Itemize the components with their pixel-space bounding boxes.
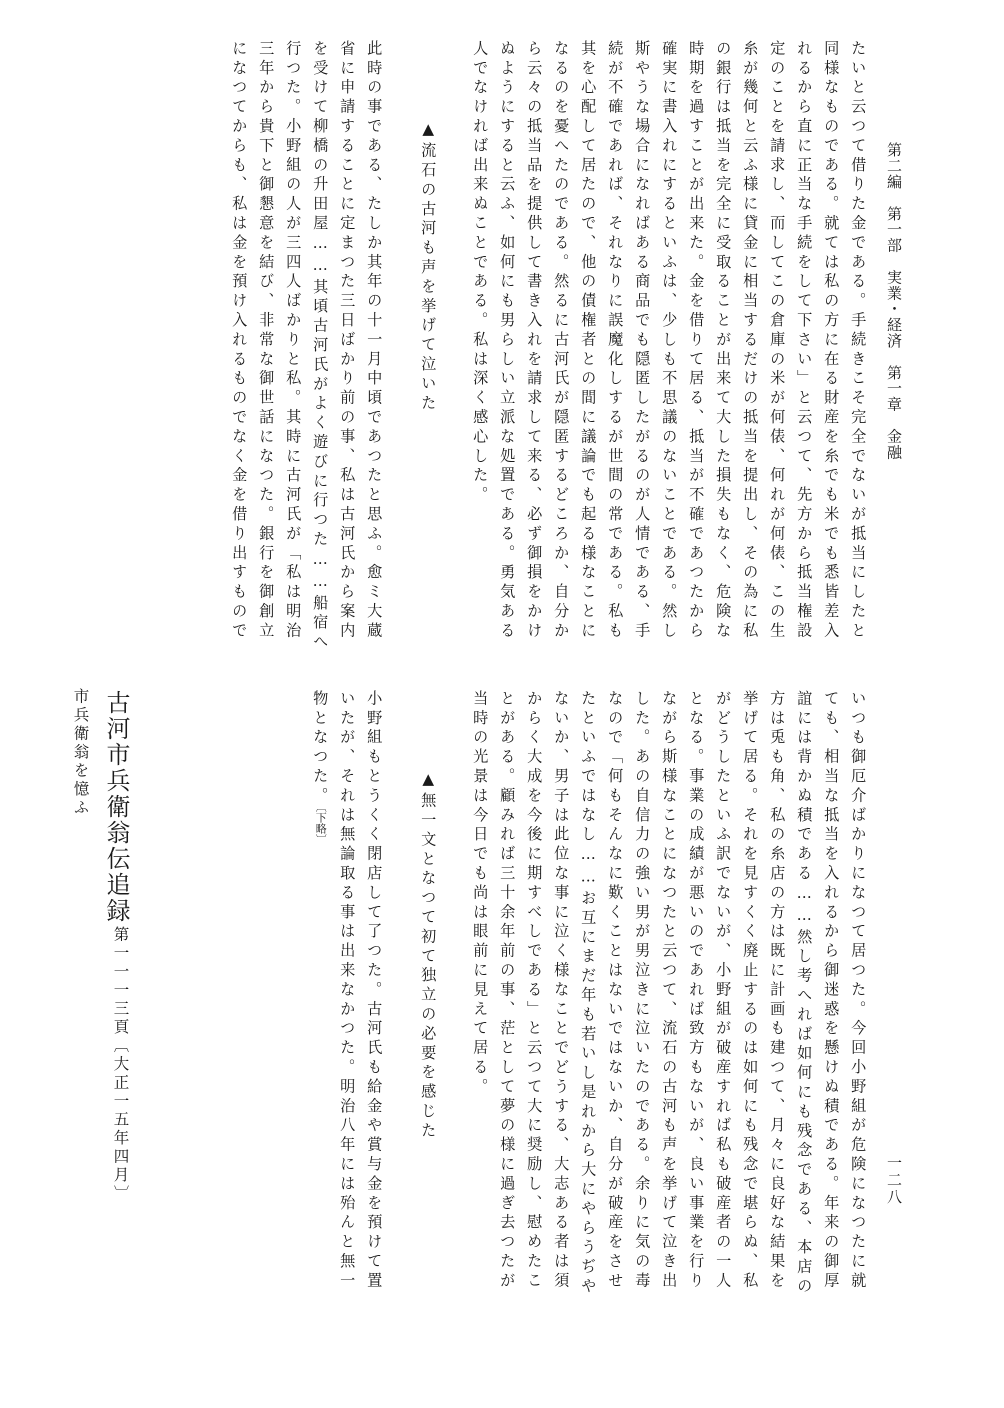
text-line: 時期を過すことが出来た。金を借りて居る、抵当が不確であつたから — [687, 40, 706, 642]
text-line: 小野組もとうくく閉店して了つた。古河氏も給金や賞与金を預けて置 — [365, 690, 384, 1292]
text-line: いつも御厄介ばかりになつて居つた。今回小野組が危険になつたに就 — [849, 690, 868, 1292]
text-line: を受けて柳橋の升田屋……其頃古河氏がよく遊びに行つた……船宿へ — [311, 40, 330, 653]
text-line: 此時の事である、たしか其年の十一月中頃であつたと思ふ。愈ミ大蔵 — [365, 40, 384, 642]
text-line: 挙げて居る。それを見すくく廃止するのは如何にも残念で堪らぬ、私 — [741, 690, 760, 1292]
text-line: たといふではなし……お互にまだ年も若いし是れから大にやらうぢや — [579, 690, 598, 1297]
text-line: れるから直に正当な手続をして下さい」と云つて、先方から抵当権設 — [795, 40, 814, 642]
text-line: ながら斯様なことになつたと云つて、流石の古河も声を挙げて泣き出 — [660, 690, 679, 1292]
source-title: 古河市兵衛翁伝追録 — [102, 690, 130, 924]
text-line: たいと云つて借りた金である。手続きこそ完全でないが抵当にしたと — [849, 40, 868, 642]
text-line: とがある。顧みれば三十余年前の事、茫として夢の様に過ぎ去つたが — [498, 690, 517, 1292]
text-line: した。あの自信力の強い男が男泣きに泣いたのである。余りに気の毒 — [633, 690, 652, 1292]
text-line: 斯やうな場合になればある商品でも隠匿したがるのが人情である、手 — [633, 40, 652, 642]
omission-note: 〔下略〕 — [314, 806, 328, 845]
text-line: ないか、男子は此位な事に泣く様なことでどうする、大志ある者は須 — [552, 690, 571, 1292]
text-line: 定のことを請求し、而してこの倉庫の米が何俵、何れが何俵、この生 — [768, 40, 787, 642]
text-line: 誼には背かぬ積である……然し考へれば如何にも残念である、本店の — [795, 690, 814, 1297]
page-number: 一二八 — [885, 1155, 903, 1206]
text-line: 物となつた。 — [311, 690, 330, 807]
text-line: 同様なものである。就ては私の方に在る財産を糸でも米でも悉皆差入 — [822, 40, 841, 642]
text-line: 人でなければ出来ぬことである。私は深く感心した。 — [471, 40, 490, 506]
text-line: 其を心配して居たので、他の債権者との間に議論でも起る様なことに — [579, 40, 598, 642]
text-line: になつてからも、私は金を預け入れるものでなく金を借り出すもので — [230, 40, 249, 642]
text-line: ても、相当な抵当を入れるから御迷惑を懸けぬ積である。年来の御厚 — [822, 690, 841, 1292]
section-heading: ▲無一文となつて初て独立の必要を感じた — [419, 770, 438, 1142]
source-pages: 第一一一三頁〔大正一五年四月〕 — [111, 926, 130, 1204]
text-line: がどうしたといふ訳でないが、小野組が破産すれば私も破産者の一人 — [714, 690, 733, 1292]
text-line: ぬようにすると云ふ、如何にも男らしい立派な処置である。勇気ある — [498, 40, 517, 642]
running-header: 第二編 第一部 実業・経済 第一章 金融 — [885, 142, 903, 460]
text-line: 当時の光景は今日でも尚は眼前に見えて居る。 — [471, 690, 490, 1098]
text-line: 行つた。小野組の人が三四人ばかりと私。其時に古河氏が「私は明治 — [284, 40, 303, 642]
text-line: 確実に書入れにするといふは、少しも不思議のないことである。然し — [660, 40, 679, 642]
text-line-with-note — [312, 690, 328, 845]
text-line: 続が不確であれば、それなりに誤魔化しするが世間の常である。私も — [606, 40, 625, 642]
section-heading: ▲流石の古河も声を挙げて泣いた — [419, 120, 438, 414]
text-line: 方は兎も角、私の糸店の方は既に計画も建つて、月々に良好な結果を — [768, 690, 787, 1292]
text-line: 三年から貴下と御懇意を結び、非常な御世話になつた。銀行を御創立 — [257, 40, 276, 642]
text-line: 省に申請することに定まつた三日ばかり前の事、私は古河氏から案内 — [338, 40, 357, 642]
text-line: ら云々の抵当品を提供して書き入れを請求して来る、必ず御損をかけ — [525, 40, 544, 642]
text-line: からく大成を今後に期すべしである」と云つて大に奨励し、慰めたこ — [525, 690, 544, 1292]
text-line: 糸が幾何と云ふ様に貸金に相当するだけの抵当を提出し、その為に私 — [741, 40, 760, 642]
text-line: の銀行は抵当を完全に受取ることが出来て大した損失もなく、危険な — [714, 40, 733, 642]
text-line: となる。事業の成績が悪いのであれば致方もないが、良い事業を行り — [687, 690, 706, 1292]
source-subtitle: 市兵衛翁を憶ふ — [71, 688, 90, 818]
text-line: いたが、それは無論取る事は出来なかつた。明治八年には殆んと無一 — [338, 690, 357, 1292]
text-line: なので「何もそんなに歎くことはないではないか、自分が破産をさせ — [606, 690, 625, 1292]
text-line: なるのを憂へたのである。然るに古河氏が隠匿するどころか、自分か — [552, 40, 571, 642]
